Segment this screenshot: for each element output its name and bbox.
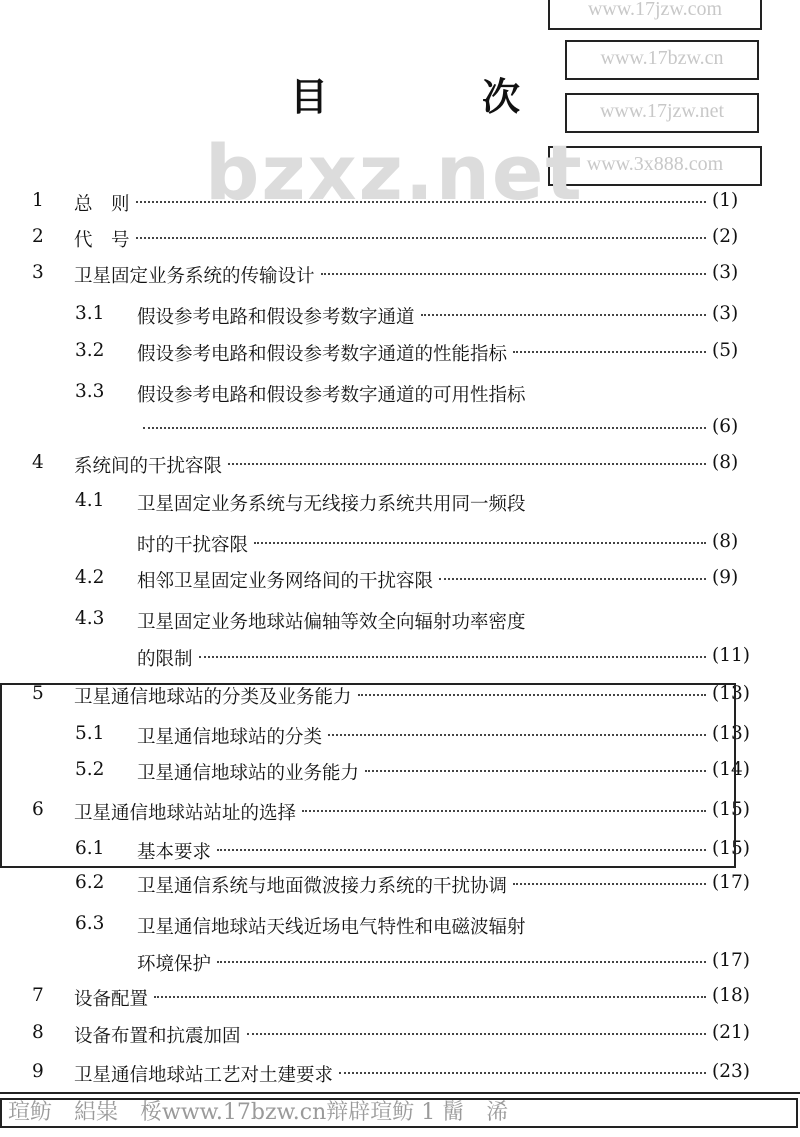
- toc-entry: [0, 490, 800, 520]
- toc-entry-number: 1: [32, 190, 44, 211]
- highlight-frame: [0, 683, 736, 868]
- bottom-watermark-text: 瑄鲂 絽粜 桵www.17bzw.cn辩辟瑄鲂 1 鬝 浠: [0, 1098, 798, 1128]
- toc-entry-number: 4.1: [75, 490, 105, 511]
- toc-entry-number: 5.1: [75, 723, 105, 744]
- toc-entry-number: 7: [32, 985, 44, 1006]
- watermark-box-2: [565, 40, 759, 80]
- toc-entry-number: 8: [32, 1022, 44, 1043]
- toc-entry-title: 卫星固定业务系统与无线接力系统共用同一频段: [137, 494, 526, 515]
- watermark-text: www.17bzw.cn: [600, 47, 724, 69]
- toc-entry-title: 基本要求: [137, 842, 212, 863]
- toc-entry: [0, 567, 800, 597]
- toc-entry-title: 卫星固定业务地球站偏轴等效全向辐射功率密度: [137, 612, 526, 633]
- toc-leader-dots: [321, 273, 706, 275]
- toc-entry-title: 卫星通信系统与地面微波接力系统的干扰协调: [137, 876, 508, 897]
- toc-entry: [0, 985, 800, 1015]
- toc-leader-dots: [136, 201, 706, 203]
- toc-entry: [0, 1061, 800, 1091]
- toc-entry-page: (1): [712, 190, 739, 211]
- toc-entry-number: 4.3: [75, 608, 105, 629]
- toc-entry: [0, 303, 800, 333]
- toc-entry-title: 相邻卫星固定业务网络间的干扰容限: [137, 571, 434, 592]
- toc-entry-page: (15): [712, 838, 750, 859]
- toc-entry-page: (17): [712, 950, 750, 971]
- toc-entry-page: (15): [712, 799, 750, 820]
- toc-entry-title: 卫星通信地球站天线近场电气特性和电磁波辐射: [137, 917, 526, 938]
- toc-entry-page: (8): [712, 452, 739, 473]
- watermark-text: www.17jzw.com: [587, 0, 723, 20]
- toc-entry-number: 3.3: [75, 381, 105, 402]
- toc-entry-page: (2): [712, 226, 739, 247]
- watermark-box-3: [565, 93, 759, 133]
- toc-leader-dots: [439, 578, 706, 580]
- toc-leader-dots: [247, 1033, 706, 1035]
- toc-entry-page: (21): [712, 1022, 750, 1043]
- toc-entry-number: 2: [32, 226, 44, 247]
- toc-entry: [0, 950, 800, 980]
- toc-entry-number: 6.2: [75, 872, 105, 893]
- toc-leader-dots: [513, 351, 706, 353]
- toc-entry-number: 6: [32, 799, 44, 820]
- toc-leader-dots: [513, 883, 706, 885]
- toc-entry-title: 卫星通信地球站工艺对土建要求: [74, 1065, 334, 1086]
- toc-entry-number: 4.2: [75, 567, 105, 588]
- toc-entry: [0, 608, 800, 638]
- title-char-1: 目: [290, 75, 329, 119]
- toc-entry: [0, 226, 800, 256]
- toc-entry-number: 9: [32, 1061, 44, 1082]
- toc-entry-title: 设备配置: [74, 989, 149, 1010]
- toc-entry-number: 3.2: [75, 340, 105, 361]
- toc-entry-title: 卫星通信地球站站址的选择: [74, 803, 297, 824]
- toc-entry: [0, 381, 800, 411]
- toc-entry-title: 总 则: [74, 194, 130, 215]
- toc-entry-title: 卫星通信地球站的分类: [137, 727, 323, 748]
- toc-entry-title: 环境保护: [137, 954, 212, 975]
- toc-entry-page: (13): [712, 683, 750, 704]
- site-watermark: bzxz.net: [205, 128, 584, 217]
- toc-entry-page: (11): [712, 645, 750, 666]
- toc-entry: [0, 416, 800, 446]
- toc-entry-page: (6): [712, 416, 739, 437]
- toc-leader-dots: [199, 656, 706, 658]
- toc-entry-title: 设备布置和抗震加固: [74, 1026, 241, 1047]
- toc-entry-title: 假设参考电路和假设参考数字通道: [137, 307, 415, 328]
- toc-leader-dots: [339, 1072, 706, 1074]
- toc-leader-dots: [254, 542, 706, 544]
- toc-entry: [0, 645, 800, 675]
- toc-entry-number: 6.1: [75, 838, 105, 859]
- title-char-2: 次: [481, 75, 520, 119]
- toc-entry: [0, 1022, 800, 1052]
- toc-entry-title: 卫星通信地球站的业务能力: [137, 763, 360, 784]
- toc-entry-page: (18): [712, 985, 750, 1006]
- toc-entry: [0, 262, 800, 292]
- toc-entry-number: 5: [32, 683, 44, 704]
- toc-entry: [0, 190, 800, 220]
- toc-entry-title: 时的干扰容限: [137, 535, 249, 556]
- toc-entry-page: (13): [712, 723, 750, 744]
- toc-entry-title: 代 号: [74, 230, 130, 251]
- toc-entry-page: (17): [712, 872, 750, 893]
- watermark-text: www.17jzw.net: [599, 100, 725, 122]
- toc-leader-dots: [421, 314, 706, 316]
- toc-entry-page: (23): [712, 1061, 750, 1082]
- watermark-text: www.3x888.com: [586, 153, 724, 175]
- toc-leader-dots: [136, 237, 706, 239]
- page-title: [290, 66, 520, 121]
- bottom-watermark-strip: [0, 1092, 800, 1137]
- toc-entry-page: (5): [712, 340, 739, 361]
- toc-entry-title: 系统间的干扰容限: [74, 456, 223, 477]
- toc-entry: [0, 872, 800, 902]
- toc-entry-number: 5.2: [75, 759, 105, 780]
- toc-entry-number: 3.1: [75, 303, 105, 324]
- toc-entry-title: 卫星固定业务系统的传输设计: [74, 266, 315, 287]
- watermark-box-1: [548, 0, 762, 30]
- toc-entry: [0, 913, 800, 943]
- toc-leader-dots: [154, 996, 706, 998]
- toc-entry-page: (14): [712, 759, 750, 780]
- toc-leader-dots: [228, 463, 706, 465]
- toc-entry-page: (3): [712, 303, 739, 324]
- toc-entry: [0, 531, 800, 561]
- toc-entry-page: (3): [712, 262, 739, 283]
- toc-entry-number: 6.3: [75, 913, 105, 934]
- toc-entry-number: 4: [32, 452, 44, 473]
- toc-entry: [0, 340, 800, 370]
- toc-entry-title: 假设参考电路和假设参考数字通道的性能指标: [137, 344, 508, 365]
- toc-entry-page: (8): [712, 531, 739, 552]
- toc-entry-title: 的限制: [137, 649, 193, 670]
- toc-entry-title: 假设参考电路和假设参考数字通道的可用性指标: [137, 385, 526, 406]
- toc-leader-dots: [217, 961, 706, 963]
- toc-entry-number: 3: [32, 262, 44, 283]
- toc-entry-page: (9): [712, 567, 739, 588]
- toc-entry: [0, 452, 800, 482]
- toc-leader-dots: [143, 427, 706, 429]
- toc-entry-title: 卫星通信地球站的分类及业务能力: [74, 687, 352, 708]
